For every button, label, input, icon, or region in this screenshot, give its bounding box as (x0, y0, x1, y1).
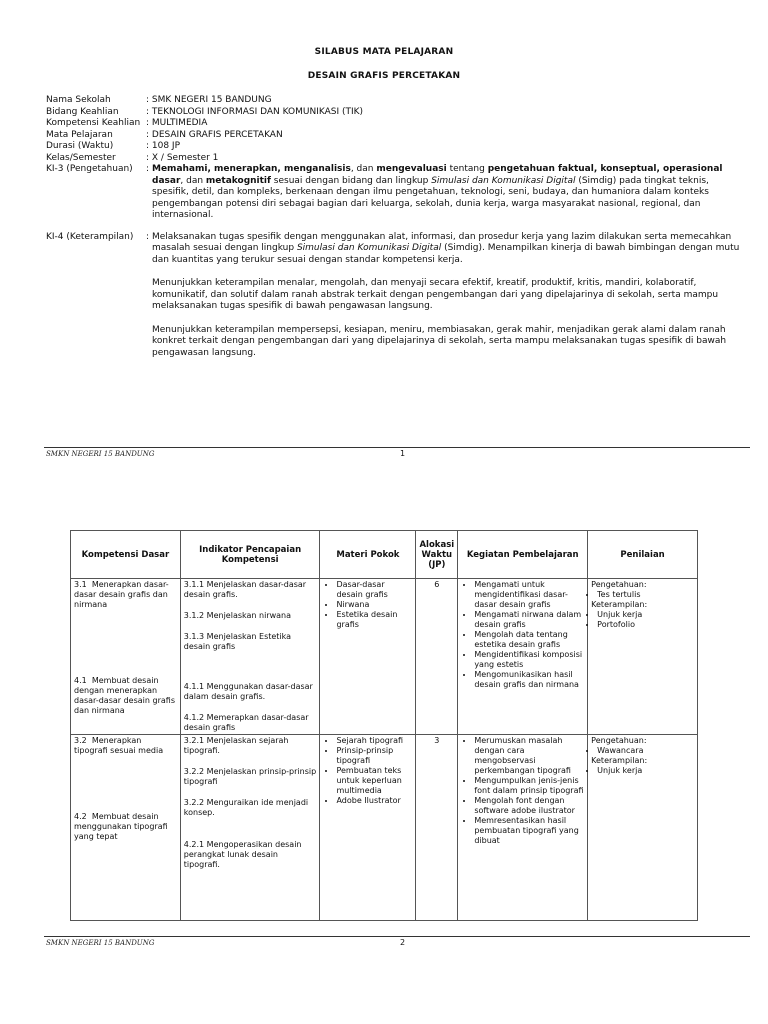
ki3-colon: : (146, 164, 150, 174)
kegiatan-cell (458, 735, 588, 921)
indikator-cell (180, 735, 320, 921)
footer-school: SMKN NEGERI 15 BANDUNG (46, 939, 155, 947)
header-penilaian: Penilaian (588, 531, 698, 579)
table-row (71, 735, 698, 921)
kegiatan-cell (458, 579, 588, 735)
info-row (46, 153, 746, 165)
penilaian-item: • Portofolio (597, 620, 694, 630)
kegiatan-item: • Mengolah data tentang estetika desain grafis (474, 630, 584, 650)
indikator-item: 3.2.2 Menguraikan ide menjadi konsep. (183, 798, 309, 817)
info-label: Durasi (Waktu) (46, 141, 114, 151)
ki4-paragraph: Menunjukkan keterampilan mempersepsi, kesiapan, meniru, membiasakan, gerak mahir, menjadikan gerak alami dalam ranah konkret terkait dengan pengembangan dari yang dipelajarinya di sekolah, serta mampu melaksanakan tugas spesifik di bawah pengawasan langsung. (152, 324, 727, 358)
info-row (46, 141, 746, 153)
info-value: : 108 JP (146, 141, 181, 151)
ki4-row (46, 232, 746, 360)
penilaian-item: • Tes tertulis (597, 590, 694, 600)
footer-divider (44, 936, 750, 937)
kegiatan-item: • Mengumpulkan jenis-jenis font dalam prinsip tipografi (474, 776, 584, 796)
penilaian-label: Keterampilan: (591, 600, 648, 609)
indikator-item: 3.1.3 Menjelaskan Estetika desain grafis (183, 632, 292, 651)
info-value: : TEKNOLOGI INFORMASI DAN KOMUNIKASI (TIK) (146, 106, 364, 117)
page-number: 2 (400, 938, 406, 947)
document-title: SILABUS MATA PELAJARAN (314, 47, 454, 57)
table-row (71, 579, 698, 735)
table-header-row (71, 531, 698, 579)
indikator-item: 3.1.1 Menjelaskan dasar-dasar desain grafis. (183, 580, 307, 599)
indikator-item: 3.1.2 Menjelaskan nirwana (183, 611, 292, 620)
materi-item: • Estetika desain grafis (336, 610, 412, 630)
ki4-paragraph: Melaksanakan tugas spesifik dengan menggunakan alat, informasi, dan prosedur kerja yang lazim dilakukan serta memecahkan masalah sesuai dengan lingkup Simulasi dan Komunikasi Digital (Simdig). Menampilkan kinerja di bawah bimbingan dengan mutu dan kuantitas yang terukur sesuai dengan standar kompetensi kerja. (152, 231, 740, 265)
info-label: Kompetensi Keahlian (46, 118, 141, 128)
info-label: Kelas/Semester (46, 152, 116, 163)
materi-item: • Adobe Ilustrator (336, 796, 412, 806)
materi-cell (320, 735, 416, 921)
penilaian-label: Pengetahuan: (591, 580, 647, 589)
penilaian-label: Pengetahuan: (591, 736, 647, 745)
footer-school: SMKN NEGERI 15 BANDUNG (46, 450, 155, 458)
info-value: : X / Semester 1 (146, 152, 219, 163)
info-row (46, 118, 746, 130)
info-row (46, 107, 746, 119)
kegiatan-item: • Mengomunikasikan hasil desain grafis dan nirmana (474, 670, 584, 690)
header-alokasi-waktu: Alokasi Waktu (JP) (416, 531, 458, 579)
ki4-label: KI-4 (Keterampilan) (46, 231, 134, 242)
ki3-row (46, 164, 746, 222)
kegiatan-item: • Mengidentifikasi komposisi yang estetis (474, 650, 584, 670)
materi-item: • Nirwana (336, 600, 412, 610)
indikator-item: 3.2.1 Menjelaskan sejarah tipografi. (183, 736, 289, 755)
syllabus-table (70, 530, 698, 921)
ki4-text (150, 232, 746, 360)
ki3-label: KI-3 (Pengetahuan) (46, 164, 133, 174)
kd-item: 4.1 Membuat desain dengan menerapkan dasar-dasar desain grafis dan nirmana (74, 676, 175, 715)
info-value: : SMK NEGERI 15 BANDUNG (146, 95, 272, 105)
kd-item: 3.1 Menerapkan dasar-dasar desain grafis dan nirmana (74, 580, 169, 609)
info-label: Nama Sekolah (46, 95, 111, 105)
page-number: 1 (400, 449, 406, 458)
kd-item: 4.2 Membuat desain menggunakan tipografi yang tepat (74, 812, 168, 841)
document-subtitle: DESAIN GRAFIS PERCETAKAN (307, 71, 461, 81)
footer-divider (44, 447, 750, 448)
kegiatan-item: • Merumuskan masalah dengan cara mengobservasi perkembangan tipografi (474, 736, 584, 776)
ki3-text: Memahami, menerapkan, menganalisis, dan mengevaluasi tentang pengetahuan faktual, konseptual, operasional dasar, dan metakognitif sesuai dengan bidang dan lingkup Simulasi dan Komunikasi Digital (Simdig) pada tingkat teknis, spesifik, detil, dan kompleks, berkenaan dengan ilmu pengetahuan, teknologi, seni, budaya, dan humaniora dalam konteks pengembangan potensi diri sebagai bagian dari keluarga, sekolah, dunia kerja, warga masyarakat nasional, regional, dan internasional. (152, 164, 723, 220)
kegiatan-item: • Mengolah font dengan software adobe ilustrator (474, 796, 584, 816)
penilaian-cell (588, 579, 698, 735)
indikator-item: 3.2.2 Menjelaskan prinsip-prinsip tipografi (183, 767, 317, 786)
kegiatan-item: • Memresentasikan hasil pembuatan tipografi yang dibuat (474, 816, 584, 846)
ki4-paragraph: Menunjukkan keterampilan menalar, mengolah, dan menyaji secara efektif, kreatif, produktif, kritis, mandiri, kolaboratif, komunikatif, dan solutif dalam ranah abstrak terkait dengan pengembangan dari yang dipelajarinya di sekolah, serta mampu melaksanakan tugas spesifik di bawah pengawasan langsung. (152, 278, 719, 311)
penilaian-item: • Wawancara (597, 746, 694, 756)
materi-cell (320, 579, 416, 735)
info-row (46, 130, 746, 142)
penilaian-label: Keterampilan: (591, 756, 648, 765)
header-kompetensi-dasar: Kompetensi Dasar (71, 531, 181, 579)
header-indikator: Indikator Pencapaian Kompetensi (180, 531, 320, 579)
indikator-cell (180, 579, 320, 735)
kd-cell (71, 579, 181, 735)
info-label: Mata Pelajaran (46, 129, 113, 140)
indikator-item: 4.2.1 Mengoperasikan desain perangkat lunak desain tipografi. (183, 840, 302, 869)
penilaian-cell (588, 735, 698, 921)
indikator-item: 4.1.2 Memerapkan dasar-dasar desain grafis (183, 713, 309, 732)
ki4-colon: : (146, 231, 150, 242)
kd-cell (71, 735, 181, 921)
materi-item: • Pembuatan teks untuk keperluan multimedia (336, 766, 412, 796)
materi-item: • Prinsip-prinsip tipografi (336, 746, 412, 766)
materi-item: • Dasar-dasar desain grafis (336, 580, 412, 600)
penilaian-item: • Unjuk kerja (597, 766, 694, 776)
info-label: Bidang Keahlian (46, 106, 119, 117)
kd-item: 3.2 Menerapkan tipografi sesuai media (74, 736, 164, 755)
info-value: : DESAIN GRAFIS PERCETAKAN (146, 129, 283, 140)
info-value: : MULTIMEDIA (146, 118, 208, 128)
header-kegiatan: Kegiatan Pembelajaran (458, 531, 588, 579)
alokasi-cell: 3 (416, 735, 458, 921)
kegiatan-item: • Mengamati untuk mengidentifikasi dasar-dasar desain grafis (474, 580, 584, 610)
alokasi-cell: 6 (416, 579, 458, 735)
materi-item: • Sejarah tipografi (336, 736, 412, 746)
kegiatan-item: • Mengamati nirwana dalam desain grafis (474, 610, 584, 630)
info-block (46, 95, 746, 359)
indikator-item: 4.1.1 Menggunakan dasar-dasar dalam desain grafis. (183, 682, 313, 701)
info-row (46, 95, 746, 107)
penilaian-item: • Unjuk kerja (597, 610, 694, 620)
header-materi-pokok: Materi Pokok (320, 531, 416, 579)
